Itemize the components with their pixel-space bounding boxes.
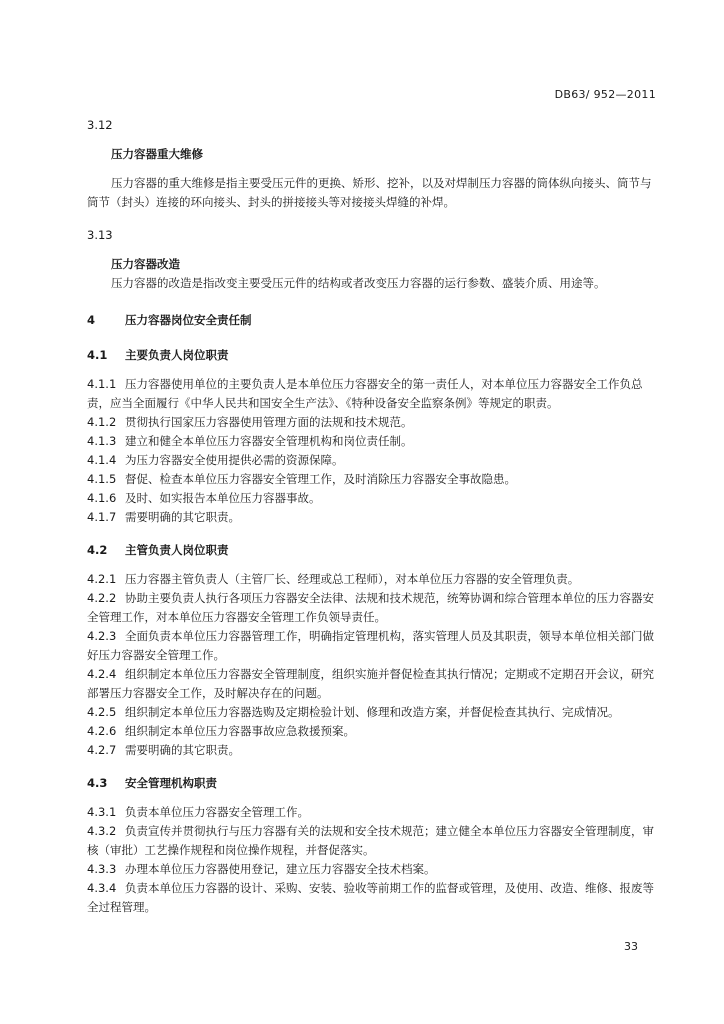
- item-number: 4.2.2: [87, 591, 117, 605]
- item-number: 4.2.6: [87, 724, 117, 738]
- section-4-1-number: 4.1: [87, 348, 108, 362]
- list-item: [87, 741, 657, 760]
- item-number: 4.2.5: [87, 705, 117, 719]
- clause-3-12-definition: 压力容器的重大维修是指主要受压元件的更换、矫形、挖补，以及对焊制压力容器的筒体纵向接头、筒节与筒节（封头）连接的环向接头、封头的拼接接头等对接接头焊缝的补焊。: [87, 176, 652, 209]
- chapter-4-title: 压力容器岗位安全责任制: [125, 313, 252, 327]
- item-text: 组织制定本单位压力容器选购及定期检验计划、修理和改造方案，并督促检查其执行、完成情况。: [125, 705, 620, 719]
- item-text: 组织制定本单位压力容器事故应急救援预案。: [125, 724, 355, 738]
- item-number: 4.1.1: [87, 377, 117, 391]
- item-text: 建立和健全本单位压力容器安全管理机构和岗位责任制。: [125, 434, 413, 448]
- section-4-2-items: [87, 570, 657, 760]
- item-number: 4.3.1: [87, 805, 117, 819]
- section-4-2-heading: [87, 541, 657, 560]
- list-item: [87, 570, 657, 589]
- section-4-1-items: [87, 375, 657, 527]
- clause-3-13-term: 压力容器改造: [111, 257, 180, 271]
- item-text: 需要明确的其它职责。: [125, 743, 240, 757]
- item-text: 压力容器使用单位的主要负责人是本单位压力容器安全的第一责任人，对本单位压力容器安全工作负总责，应当全面履行《中华人民共和国安全生产法》、《特种设备安全监察条例》等规定的职责。: [87, 377, 643, 410]
- list-item: [87, 703, 657, 722]
- list-item: [87, 413, 657, 432]
- list-item: [87, 375, 657, 413]
- list-item: [87, 665, 657, 703]
- item-number: 4.2.4: [87, 667, 117, 681]
- item-text: 督促、检查本单位压力容器安全管理工作，及时消除压力容器安全事故隐患。: [125, 472, 516, 486]
- list-item: [87, 489, 657, 508]
- list-item: [87, 470, 657, 489]
- page-content: [87, 116, 657, 917]
- list-item: [87, 627, 657, 665]
- item-text: 压力容器主管负责人（主管厂长、经理或总工程师），对本单位压力容器的安全管理负责。: [125, 572, 580, 586]
- item-text: 及时、如实报告本单位压力容器事故。: [125, 491, 321, 505]
- item-number: 4.1.3: [87, 434, 117, 448]
- item-text: 需要明确的其它职责。: [125, 510, 240, 524]
- item-number: 4.3.2: [87, 824, 117, 838]
- item-text: 协助主要负责人执行各项压力容器安全法律、法规和技术规范，统筹协调和综合管理本单位的压力容器安全管理工作，对本单位压力容器安全管理工作负领导责任。: [87, 591, 654, 624]
- list-item: [87, 879, 657, 917]
- item-number: 4.2.3: [87, 629, 117, 643]
- list-item: [87, 432, 657, 451]
- item-text: 为压力容器安全使用提供必需的资源保障。: [125, 453, 344, 467]
- clause-3-13-number: 3.13: [87, 228, 113, 242]
- item-text: 组织制定本单位压力容器安全管理制度，组织实施并督促检查其执行情况；定期或不定期召开会议，研究部署压力容器安全工作，及时解决存在的问题。: [87, 667, 654, 700]
- list-item: [87, 589, 657, 627]
- section-4-3-title: 安全管理机构职责: [125, 776, 217, 790]
- item-number: 4.1.4: [87, 453, 117, 467]
- item-text: 办理本单位压力容器使用登记，建立压力容器安全技术档案。: [125, 862, 436, 876]
- section-4-2-title: 主管负责人岗位职责: [125, 543, 229, 557]
- item-number: 4.2.1: [87, 572, 117, 586]
- list-item: [87, 508, 657, 527]
- item-number: 4.1.7: [87, 510, 117, 524]
- list-item: [87, 451, 657, 470]
- chapter-4-number: 4: [87, 313, 96, 327]
- section-4-3-heading: [87, 774, 657, 793]
- list-item: [87, 822, 657, 860]
- item-text: 负责宣传并贯彻执行与压力容器有关的法规和安全技术规范；建立健全本单位压力容器安全管理制度，审核（审批）工艺操作规程和岗位操作规程，并督促落实。: [87, 824, 654, 857]
- section-4-3-number: 4.3: [87, 776, 108, 790]
- clause-3-13-definition: 压力容器的改造是指改变主要受压元件的结构或者改变压力容器的运行参数、盛装介质、用途等。: [111, 276, 606, 290]
- list-item: [87, 803, 657, 822]
- item-text: 负责本单位压力容器的设计、采购、安装、验收等前期工作的监督或管理，及使用、改造、维修、报废等全过程管理。: [87, 881, 654, 914]
- section-4-1-title: 主要负责人岗位职责: [125, 348, 229, 362]
- item-number: 4.1.2: [87, 415, 117, 429]
- section-4-2-number: 4.2: [87, 543, 108, 557]
- section-4-1-heading: [87, 346, 657, 365]
- list-item: [87, 860, 657, 879]
- item-number: 4.1.6: [87, 491, 117, 505]
- clause-3-12-term: 压力容器重大维修: [111, 147, 203, 161]
- section-4-3-items: [87, 803, 657, 917]
- list-item: [87, 722, 657, 741]
- chapter-4-heading: [87, 311, 657, 330]
- item-text: 负责本单位压力容器安全管理工作。: [125, 805, 309, 819]
- item-text: 全面负责本单位压力容器管理工作，明确指定管理机构，落实管理人员及其职责，领导本单位相关部门做好压力容器安全管理工作。: [87, 629, 654, 662]
- clause-3-12-number: 3.12: [87, 118, 113, 132]
- item-number: 4.2.7: [87, 743, 117, 757]
- item-number: 4.3.3: [87, 862, 117, 876]
- item-number: 4.3.4: [87, 881, 117, 895]
- item-text: 贯彻执行国家压力容器使用管理方面的法规和技术规范。: [125, 415, 413, 429]
- item-number: 4.1.5: [87, 472, 117, 486]
- page-number: 33: [624, 940, 638, 953]
- standard-code-header: DB63/ 952—2011: [554, 88, 656, 101]
